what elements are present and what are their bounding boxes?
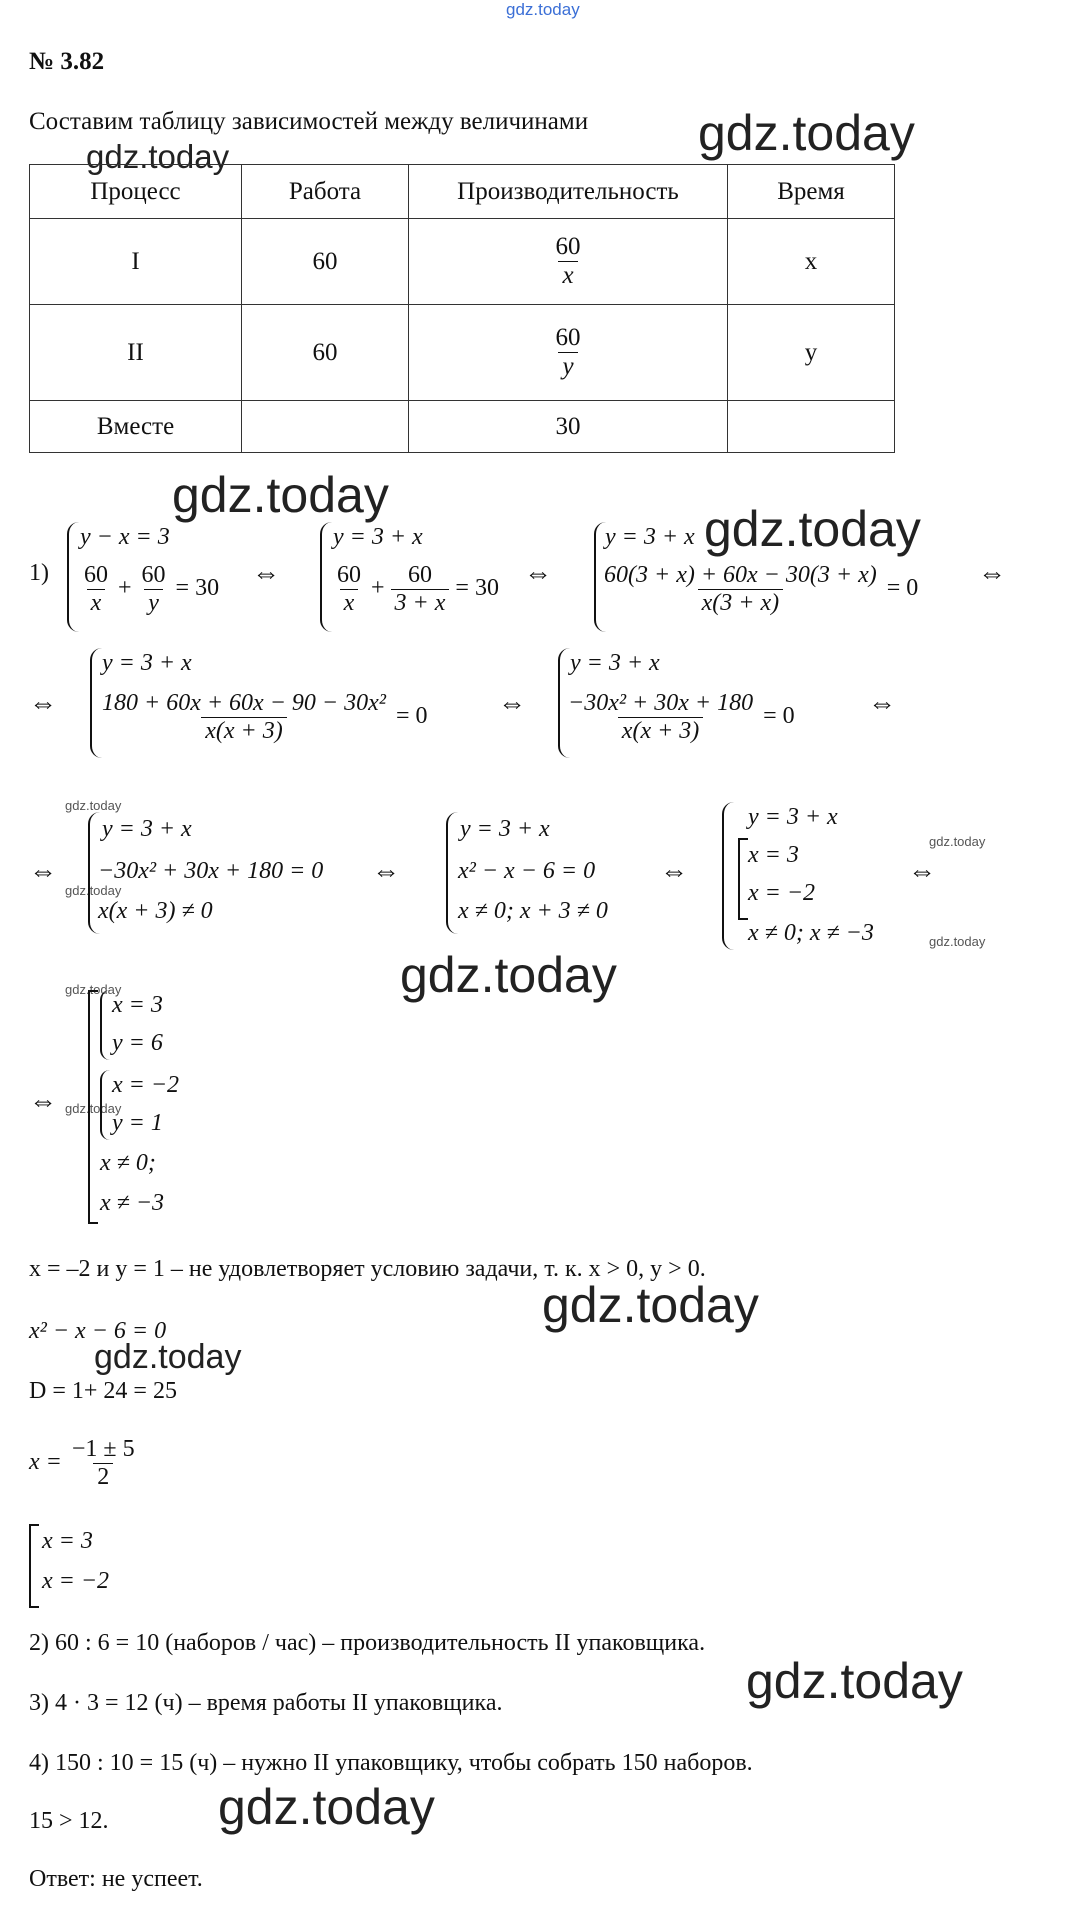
cell-time	[728, 401, 895, 453]
system-brace	[320, 522, 332, 632]
equation: y = 3 + x	[333, 524, 423, 550]
equation: x(x + 3) ≠ 0	[98, 898, 213, 924]
watermark: gdz.today	[65, 1101, 122, 1116]
equation: x = −2	[112, 1072, 180, 1098]
fraction-numerator: 60(3 + x) + 60x − 30(3 + x)	[604, 562, 877, 588]
equivalence-symbol: ⇔	[908, 856, 936, 887]
root-1: x = 3	[42, 1528, 93, 1554]
fraction-numerator: 180 + 60x + 60x − 90 − 30x²	[102, 690, 386, 716]
equivalence-symbol: ⇔	[498, 688, 526, 719]
header-process: Процесс	[30, 165, 242, 219]
table-row	[30, 401, 895, 453]
step1-label: 1)	[29, 560, 49, 586]
cell-process: II	[30, 305, 242, 401]
fraction-denominator: y	[558, 352, 577, 381]
watermark: gdz.today	[65, 798, 122, 813]
fraction-denominator: x	[340, 589, 359, 617]
watermark: gdz.today	[400, 947, 617, 1003]
fraction-denominator: x	[558, 261, 577, 290]
cell-work: 60	[242, 305, 409, 401]
fraction-denominator: x(x + 3)	[201, 717, 286, 745]
fraction-numerator: 60	[555, 324, 581, 351]
equivalence-symbol: ⇔	[978, 558, 1006, 589]
equation: y = 3 + x	[570, 650, 660, 676]
watermark: gdz.today	[704, 501, 921, 557]
root-2: x = −2	[42, 1568, 110, 1594]
header-time: Время	[728, 165, 895, 219]
aggregate-bracket	[29, 1524, 39, 1608]
intro-text: Составим таблицу зависимостей между величинами	[29, 108, 589, 135]
equation	[564, 690, 795, 745]
watermark: gdz.today	[218, 1779, 435, 1835]
condition-note: x = –2 и y = 1 – не удовлетворяет условию задачи, т. к. x > 0, y > 0.	[29, 1256, 706, 1282]
problem-number: № 3.82	[29, 48, 105, 75]
equation: x = −2	[748, 880, 816, 906]
fraction-numerator: −1 ± 5	[71, 1436, 135, 1462]
root-formula	[29, 1436, 139, 1491]
system-brace	[722, 802, 734, 950]
equation: x ≠ 0; x ≠ −3	[748, 920, 874, 946]
cell-work	[242, 401, 409, 453]
equation-rhs: = 0	[886, 575, 919, 602]
equation-rhs: = 30	[175, 575, 220, 602]
equivalence-symbol: ⇔	[372, 856, 400, 887]
fraction-numerator: 60	[337, 562, 361, 588]
equation	[98, 690, 427, 745]
cell-productivity	[409, 305, 728, 401]
equation-rhs: = 30	[455, 575, 499, 602]
equation: x = 3	[112, 992, 163, 1018]
equation-rhs: = 0	[763, 703, 795, 730]
equivalence-symbol: ⇔	[29, 688, 57, 719]
equation: x ≠ 0; x + 3 ≠ 0	[458, 898, 608, 924]
system-brace	[100, 990, 110, 1060]
watermark: gdz.today	[929, 934, 986, 949]
discriminant: D = 1+ 24 = 25	[29, 1378, 177, 1404]
answer: Ответ: не успеет.	[29, 1866, 203, 1892]
header-productivity: Производительность	[409, 165, 728, 219]
equation: $\frac{60}{x}$ + $\frac{60}{3 + x}$ = 30	[333, 562, 499, 617]
watermark: gdz.today	[65, 883, 122, 898]
equation: y = 3 + x	[605, 524, 695, 550]
aggregate-bracket	[88, 990, 98, 1224]
watermark: gdz.today	[929, 834, 986, 849]
watermark: gdz.today	[86, 138, 230, 175]
watermark: gdz.today	[746, 1653, 963, 1709]
aggregate-bracket	[738, 838, 748, 920]
equation: y = 1	[112, 1110, 163, 1136]
equivalence-symbol: ⇔	[252, 558, 280, 589]
watermark-top: gdz.today	[506, 0, 580, 19]
equation: y = 3 + x	[102, 650, 192, 676]
equivalence-symbol: ⇔	[29, 856, 57, 887]
equivalence-symbol: ⇔	[868, 688, 896, 719]
step2: 2) 60 : 6 = 10 (наборов / час) – производительность II упаковщика.	[29, 1630, 706, 1656]
cell-time: y	[728, 305, 895, 401]
fraction-numerator: 60	[84, 562, 108, 588]
equivalence-symbol: ⇔	[660, 856, 688, 887]
step3: 3) 4 · 3 = 12 (ч) – время работы II упаковщика.	[29, 1690, 503, 1716]
equation: x ≠ 0;	[100, 1150, 156, 1176]
fraction-numerator: 60	[555, 233, 581, 260]
table-header-row	[30, 165, 895, 219]
equation: y − x = 3	[80, 524, 170, 550]
cell-process: I	[30, 219, 242, 305]
watermark: gdz.today	[172, 467, 389, 523]
cell-productivity: 30	[409, 401, 728, 453]
header-work: Работа	[242, 165, 409, 219]
equation: −30x² + 30x + 180 = 0	[98, 858, 324, 884]
system-brace	[100, 1070, 110, 1140]
equation: y = 6	[112, 1030, 163, 1056]
watermark: gdz.today	[542, 1277, 759, 1333]
cell-work: 60	[242, 219, 409, 305]
watermark: gdz.today	[698, 105, 915, 161]
table-row	[30, 219, 895, 305]
fraction-numerator: −30x² + 30x + 180	[568, 690, 754, 716]
quadratic-equation: x² − x − 6 = 0	[29, 1318, 167, 1344]
watermark: gdz.today	[94, 1338, 242, 1376]
equivalence-symbol: ⇔	[29, 1086, 57, 1117]
root-lhs: x =	[29, 1449, 62, 1476]
table-row	[30, 305, 895, 401]
fraction-denominator: x(3 + x)	[698, 589, 783, 617]
fraction-denominator: x(x + 3)	[618, 717, 703, 745]
equation: x = 3	[748, 842, 799, 868]
dependency-table	[29, 164, 895, 453]
equivalence-symbol: ⇔	[524, 558, 552, 589]
system-brace	[446, 812, 458, 934]
equation: x ≠ −3	[100, 1190, 165, 1216]
equation: y = 3 + x	[748, 804, 838, 830]
fraction-numerator: 60	[141, 562, 166, 588]
step4: 4) 150 : 10 = 15 (ч) – нужно II упаковщику, чтобы собрать 150 наборов.	[29, 1750, 753, 1776]
equation-rhs: = 0	[395, 703, 428, 730]
system-brace	[67, 522, 79, 632]
fraction-denominator: 2	[93, 1463, 113, 1491]
cell-productivity	[409, 219, 728, 305]
comparison: 15 > 12.	[29, 1808, 109, 1834]
equation: $\frac{60}{x}$ + $\frac{60}{y}$ = 30	[80, 562, 219, 617]
equation: y = 3 + x	[102, 816, 192, 842]
cell-process: Вместе	[30, 401, 242, 453]
fraction-denominator: x	[87, 589, 106, 617]
watermark: gdz.today	[65, 982, 122, 997]
fraction-denominator: 3 + x	[391, 589, 450, 617]
equation: x² − x − 6 = 0	[458, 858, 596, 884]
fraction-numerator: 60	[407, 562, 432, 588]
fraction-denominator: y	[144, 589, 163, 617]
equation	[600, 562, 918, 617]
cell-time: x	[728, 219, 895, 305]
equation: y = 3 + x	[460, 816, 550, 842]
